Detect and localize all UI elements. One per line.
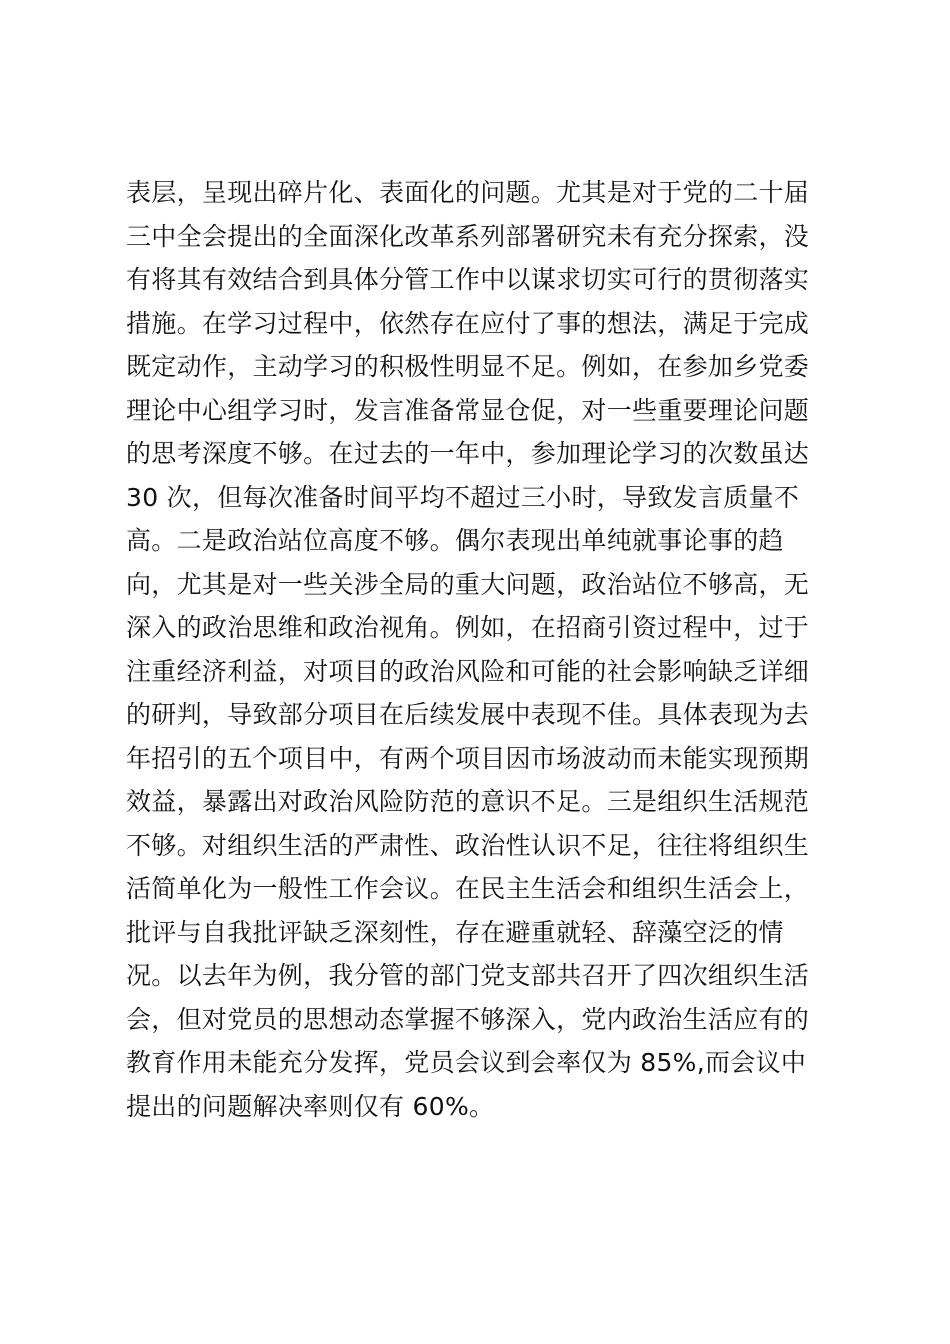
text-line-20: 会，但对党员的思想动态掌握不够深入，党内政治生活应有的 — [126, 1004, 810, 1034]
body-paragraph — [126, 171, 826, 1128]
text-line-15: 效益，暴露出对政治风险防范的意识不足。三是组织生活规范 — [126, 787, 810, 816]
text-line-6: 理论中心组学习时，发言准备常显仓促，对一些重要理论问题 — [126, 395, 810, 425]
text-line-10: 向，尤其是对一些关涉全局的重大问题，政治站位不够高，无 — [126, 569, 810, 599]
text-line-8: 30 次，但每次准备时间平均不超过三小时，导致发言质量不 — [126, 482, 800, 512]
text-line-2: 三中全会提出的全面深化改革系列部署研究未有充分探索，没 — [126, 221, 810, 251]
text-line-16: 不够。对组织生活的严肃性、政治性认识不足，往往将组织生 — [126, 830, 810, 860]
text-line-4: 措施。在学习过程中，依然存在应付了事的想法，满足于完成 — [126, 308, 810, 338]
text-line-22: 提出的问题解决率则仅有 60%。 — [126, 1091, 495, 1121]
text-line-9: 高。二是政治站位高度不够。偶尔表现出单纯就事论事的趋 — [126, 526, 784, 555]
text-line-3: 有将其有效结合到具体分管工作中以谋求切实可行的贯彻落实 — [126, 265, 810, 294]
text-line-7: 的思考深度不够。在过去的一年中，参加理论学习的次数虽达 — [126, 439, 810, 468]
text-line-14: 年招引的五个项目中，有两个项目因市场波动而未能实现预期 — [126, 743, 810, 773]
text-line-21: 教育作用未能充分发挥，党员会议到会率仅为 85%,而会议中 — [126, 1048, 807, 1077]
text-line-12: 注重经济利益，对项目的政治风险和可能的社会影响缺乏详细 — [126, 656, 810, 686]
text-line-17: 活简单化为一般性工作会议。在民主生活会和组织生活会上， — [126, 874, 810, 903]
text-line-5: 既定动作，主动学习的积极性明显不足。例如，在参加乡党委 — [126, 352, 810, 381]
text-line-19: 况。以去年为例，我分管的部门党支部共召开了四次组织生活 — [126, 961, 810, 990]
text-line-18: 批评与自我批评缺乏深刻性，存在避重就轻、辞藻空泛的情 — [126, 917, 784, 947]
text-line-13: 的研判，导致部分项目在后续发展中表现不佳。具体表现为去 — [126, 700, 810, 729]
text-line-1: 表层，呈现出碎片化、表面化的问题。尤其是对于党的二十届 — [126, 178, 810, 207]
text-line-11: 深入的政治思维和政治视角。例如，在招商引资过程中，过于 — [126, 613, 810, 642]
